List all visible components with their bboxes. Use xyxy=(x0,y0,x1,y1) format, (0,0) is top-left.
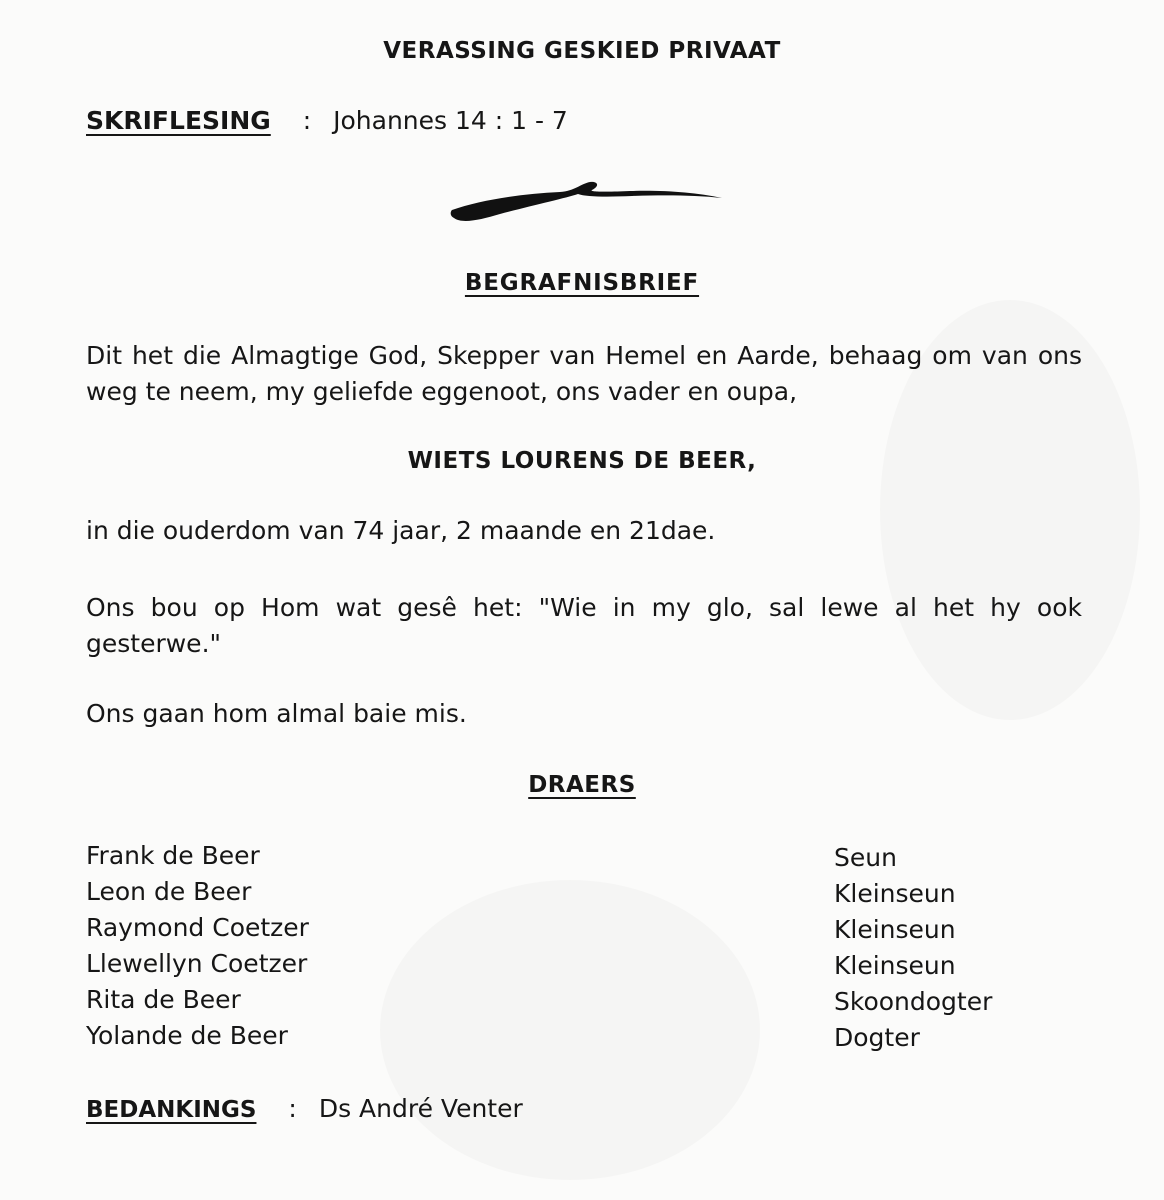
bearer-relations xyxy=(834,840,992,1056)
deceased-name: WIETS LOURENS DE BEER, xyxy=(407,448,757,474)
thanks-line xyxy=(86,1094,523,1123)
bearer-name: Llewellyn Coetzer xyxy=(86,949,308,978)
bearers-heading: DRAERS xyxy=(528,772,636,798)
closing-line: Ons gaan hom almal baie mis. xyxy=(86,699,467,728)
scripture-reference: Johannes 14 : 1 - 7 xyxy=(333,106,568,135)
bearer-names xyxy=(86,838,309,1054)
quote-paragraph: Ons bou op Hom wat gesê het: "Wie in my glo, sal lewe al het hy ook gesterwe." xyxy=(86,593,1082,658)
age-line: in die ouderdom van 74 jaar, 2 maande en 21dae. xyxy=(86,516,716,545)
scripture-separator: : xyxy=(302,106,312,135)
bearer-relation: Seun xyxy=(834,843,897,872)
bearer-name: Leon de Beer xyxy=(86,877,252,906)
bearer-relation: Dogter xyxy=(834,1023,920,1052)
bearer-name: Frank de Beer xyxy=(86,841,260,870)
thanks-label: BEDANKINGS xyxy=(86,1097,257,1123)
thanks-separator: : xyxy=(288,1094,297,1123)
bearer-name: Yolande de Beer xyxy=(86,1021,288,1050)
page-title: VERASSING GESKIED PRIVAAT xyxy=(383,38,781,64)
background-shadow xyxy=(380,880,760,1180)
bearer-relation: Kleinseun xyxy=(834,951,956,980)
bearer-relation: Kleinseun xyxy=(834,879,956,908)
brush-stroke-divider-icon xyxy=(440,172,730,232)
scripture-line xyxy=(86,106,568,135)
letter-heading: BEGRAFNISBRIEF xyxy=(464,270,700,296)
bearer-relation: Skoondogter xyxy=(834,987,993,1016)
scripture-label: SKRIFLESING xyxy=(86,106,271,135)
bearer-name: Rita de Beer xyxy=(86,985,241,1014)
thanks-person: Ds André Venter xyxy=(318,1094,523,1123)
bearer-name: Raymond Coetzer xyxy=(86,913,309,942)
bearer-relation: Kleinseun xyxy=(834,915,956,944)
letter-intro: Dit het die Almagtige God, Skepper van Hemel en Aarde, behaag om van ons weg te neem, my geliefde eggenoot, ons vader en oupa, xyxy=(86,341,1082,406)
